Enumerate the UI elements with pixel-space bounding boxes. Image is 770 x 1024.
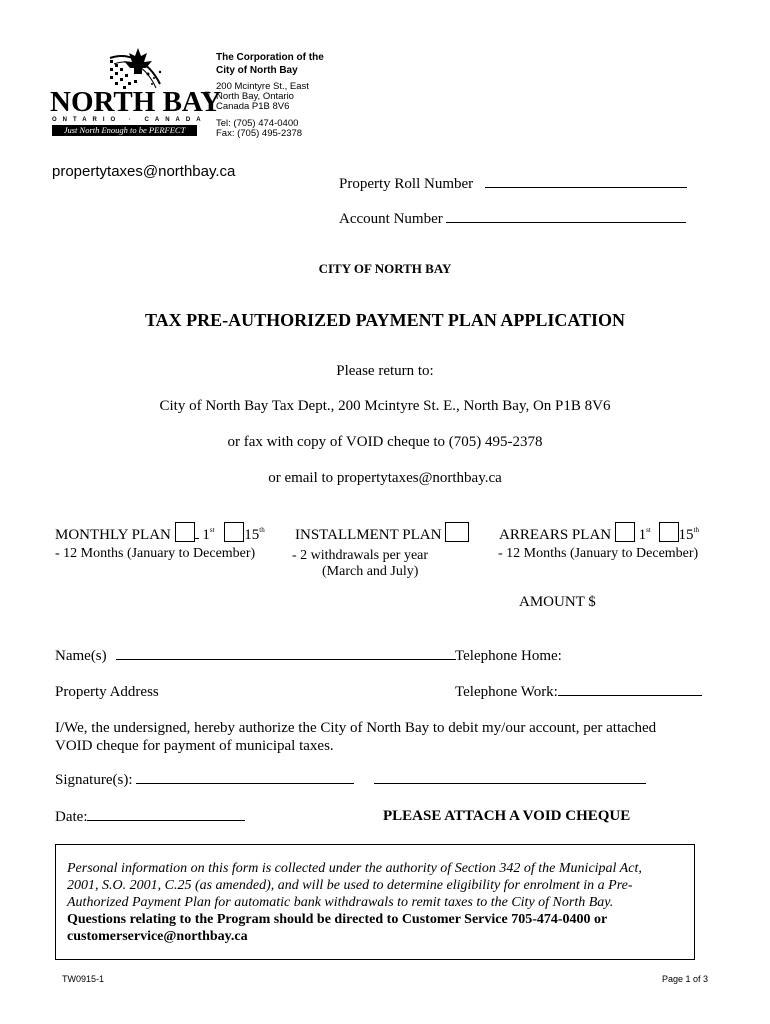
- signature-field-1[interactable]: [136, 783, 354, 784]
- notice-italic-3: Authorized Payment Plan for automatic bank withdrawals to remit taxes to the City of North Bay.: [67, 895, 614, 910]
- page-number: Page 1 of 3: [662, 974, 709, 984]
- notice-bold-1: Questions relating to the Program should be directed to Customer Service 705-474-0400 or: [67, 912, 608, 927]
- arrears-1st-sup: st: [646, 526, 651, 534]
- property-address-label: Property Address: [55, 684, 159, 700]
- notice-bold-2: customerservice@northbay.ca: [67, 929, 248, 944]
- address-line-3: Canada P1B 8V6: [216, 101, 290, 112]
- monthly-plan-15th-checkbox[interactable]: [224, 522, 244, 542]
- return-line-2: City of North Bay Tax Dept., 200 Mcintyre St. E., North Bay, On P1B 8V6: [159, 398, 611, 414]
- installment-plan: [295, 522, 469, 544]
- account-number-field[interactable]: [446, 222, 686, 223]
- amount-label: AMOUNT $: [519, 594, 596, 610]
- logo-subtitle: ONTARIO · CANADA: [52, 117, 207, 123]
- arrears-plan-label: ARREARS PLAN: [499, 527, 612, 543]
- arrears-plan-1st-checkbox[interactable]: [615, 522, 635, 542]
- installment-plan-desc-2: (March and July): [322, 564, 419, 579]
- form-code: TW0915-1: [62, 974, 105, 984]
- authorization-line-2: VOID cheque for payment of municipal taxes.: [55, 738, 334, 754]
- arrears-plan: [499, 522, 699, 544]
- notice-italic-2: 2001, S.O. 2001, C.25 (as amended), and will be used to determine eligibility for enrolment in a Pre-: [67, 878, 633, 893]
- logo-wordmark: NORTH BAY: [50, 86, 222, 118]
- address-line-1: 200 Mcintyre St., East: [216, 81, 309, 92]
- return-line-3: or fax with copy of VOID cheque to (705) 495-2378: [227, 434, 543, 450]
- phone-home-label: Telephone Home:: [455, 648, 562, 664]
- date-label: Date:: [55, 809, 88, 825]
- arrears-plan-desc: - 12 Months (January to December): [498, 546, 699, 561]
- monthly-plan-1st-checkbox[interactable]: [175, 522, 195, 542]
- attach-cheque-notice: PLEASE ATTACH A VOID CHEQUE: [383, 808, 631, 824]
- arrears-plan-15th-checkbox[interactable]: [659, 522, 679, 542]
- monthly-1st-sup: st: [209, 526, 215, 534]
- date-field[interactable]: [87, 820, 245, 821]
- address-line-2: North Bay, Ontario: [216, 91, 294, 102]
- corp-line-1: The Corporation of the: [216, 52, 324, 63]
- phone-work-label: Telephone Work:: [455, 684, 558, 700]
- account-number-label: Account Number: [339, 211, 443, 227]
- corp-line-2: City of North Bay: [216, 65, 298, 76]
- names-label: Name(s): [55, 648, 107, 664]
- installment-plan-desc-1: - 2 withdrawals per year: [292, 548, 429, 563]
- authorization-line-1: I/We, the undersigned, hereby authorize the City of North Bay to debit my/our account, per attached: [55, 720, 657, 736]
- logo-tagline: Just North Enough to be PERFECT: [52, 125, 197, 136]
- installment-plan-label: INSTALLMENT PLAN: [295, 527, 442, 543]
- city-heading: CITY OF NORTH BAY: [318, 261, 452, 276]
- monthly-plan-desc: - 12 Months (January to December): [55, 546, 256, 561]
- monthly-plan-label: MONTHLY PLAN: [55, 527, 171, 543]
- signature-field-2[interactable]: [374, 783, 646, 784]
- signature-row: [55, 772, 646, 789]
- telephone: Tel: (705) 474-0400: [216, 118, 299, 129]
- phone-work-row: [455, 684, 702, 701]
- monthly-15th-sup: th: [259, 526, 265, 534]
- arrears-15th-label: 15: [678, 527, 694, 543]
- names-field[interactable]: [116, 659, 456, 660]
- notice-italic-1: Personal information on this form is collected under the authority of Section 342 of the Municipal Act,: [67, 861, 642, 876]
- roll-number-field[interactable]: [485, 187, 687, 188]
- account-number-row: [339, 211, 686, 228]
- monthly-plan: [55, 522, 265, 544]
- arrears-1st-label: 1: [638, 527, 647, 543]
- phone-work-field[interactable]: [558, 695, 702, 696]
- roll-number-label: Property Roll Number: [339, 176, 474, 192]
- page-title: TAX PRE-AUTHORIZED PAYMENT PLAN APPLICATION: [144, 310, 626, 330]
- roll-number-row: [339, 176, 687, 193]
- header-email: propertytaxes@northbay.ca: [52, 163, 236, 180]
- installment-plan-checkbox[interactable]: [445, 522, 469, 542]
- date-row: [55, 809, 245, 826]
- signature-label: Signature(s):: [55, 772, 133, 788]
- monthly-15th-label: 15: [244, 527, 260, 543]
- monthly-1st-label: 1: [202, 527, 210, 543]
- names-row: [55, 648, 456, 665]
- fax: Fax: (705) 495-2378: [216, 128, 303, 139]
- return-line-4: or email to propertytaxes@northbay.ca: [268, 470, 502, 486]
- arrears-15th-sup: th: [693, 526, 699, 534]
- privacy-notice-box: [55, 844, 695, 960]
- return-line-1: Please return to:: [336, 363, 434, 379]
